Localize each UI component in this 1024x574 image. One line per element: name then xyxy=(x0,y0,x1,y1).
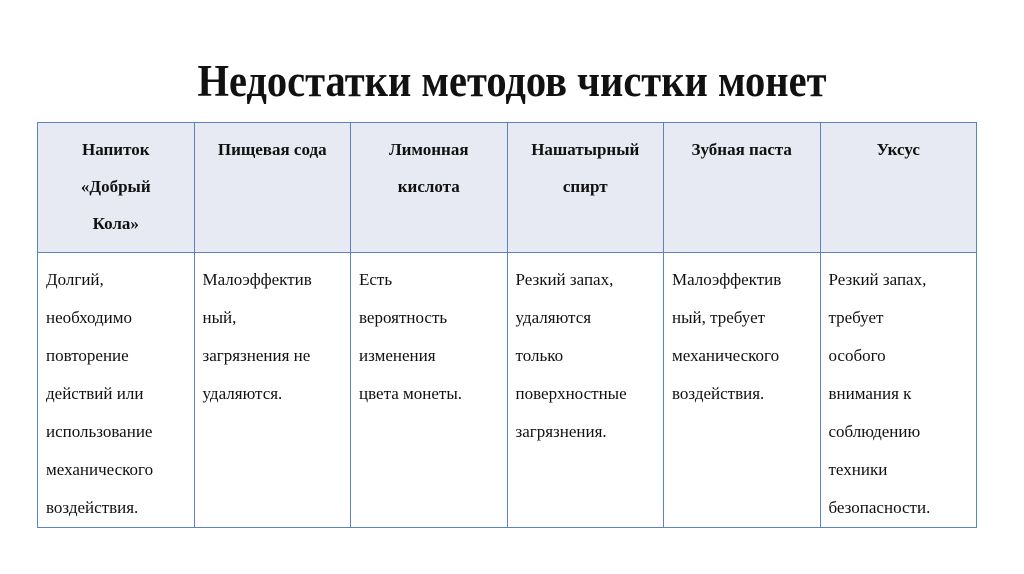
header-cell-cola xyxy=(38,123,195,253)
table-row xyxy=(38,253,977,528)
cell-line: требует xyxy=(828,308,884,327)
cell-line: внимания к xyxy=(828,384,912,403)
header-cell-toothpaste xyxy=(664,123,821,253)
cell-line: Резкий запах, xyxy=(828,270,927,289)
cell-line: повторение xyxy=(46,346,129,365)
cell-line: удаляются xyxy=(515,308,592,327)
header-line: Кола» xyxy=(92,214,139,233)
header-line: Лимонная xyxy=(388,140,469,159)
methods-table xyxy=(37,122,977,528)
header-line: Напиток xyxy=(81,140,150,159)
header-cell-soda xyxy=(194,123,351,253)
cell-line: воздействия. xyxy=(672,384,765,403)
table-header-row xyxy=(38,123,977,253)
header-line: Уксус xyxy=(876,140,920,159)
cell-line: вероятность xyxy=(359,308,448,327)
header-line: Зубная паста xyxy=(691,140,792,159)
cell-line: Резкий запах, xyxy=(515,270,614,289)
cell-line: Малоэффектив xyxy=(672,270,782,289)
cell-line: изменения xyxy=(359,346,436,365)
cell-line: соблюдению xyxy=(828,422,921,441)
table-cell-soda xyxy=(194,253,351,528)
cell-line: удаляются. xyxy=(202,384,283,403)
cell-line: механического xyxy=(46,460,154,479)
cell-line: Малоэффектив xyxy=(202,270,312,289)
cell-line: загрязнения не xyxy=(202,346,311,365)
header-line: спирт xyxy=(562,177,608,196)
cell-line: ный, требует xyxy=(672,308,766,327)
header-line: «Добрый xyxy=(80,177,151,196)
cell-line: техники xyxy=(828,460,888,479)
cell-line: цвета монеты. xyxy=(359,384,463,403)
header-line: Пищевая сода xyxy=(217,140,327,159)
cell-line: особого xyxy=(828,346,886,365)
header-cell-vinegar xyxy=(820,123,977,253)
cell-line: механического xyxy=(672,346,780,365)
cell-line: ный, xyxy=(202,308,237,327)
table-cell-citric-acid xyxy=(351,253,508,528)
cell-line: использование xyxy=(46,422,153,441)
table-cell-ammonia xyxy=(507,253,664,528)
cell-line: Долгий, xyxy=(46,270,104,289)
header-line: Нашатырный xyxy=(531,140,640,159)
header-line: кислота xyxy=(397,177,460,196)
cell-line: безопасности. xyxy=(828,498,931,517)
header-cell-citric-acid xyxy=(351,123,508,253)
page-title: Недостатки методов чистки монет xyxy=(197,56,827,106)
cell-line: поверхностные xyxy=(515,384,627,403)
cell-line: загрязнения. xyxy=(515,422,607,441)
table-cell-vinegar xyxy=(820,253,977,528)
cell-line: действий или xyxy=(46,384,144,403)
table-cell-cola xyxy=(38,253,195,528)
cell-line: необходимо xyxy=(46,308,133,327)
header-cell-ammonia xyxy=(507,123,664,253)
cell-line: только xyxy=(515,346,564,365)
cell-line: воздействия. xyxy=(46,498,139,517)
table-cell-toothpaste xyxy=(664,253,821,528)
cell-line: Есть xyxy=(359,270,393,289)
